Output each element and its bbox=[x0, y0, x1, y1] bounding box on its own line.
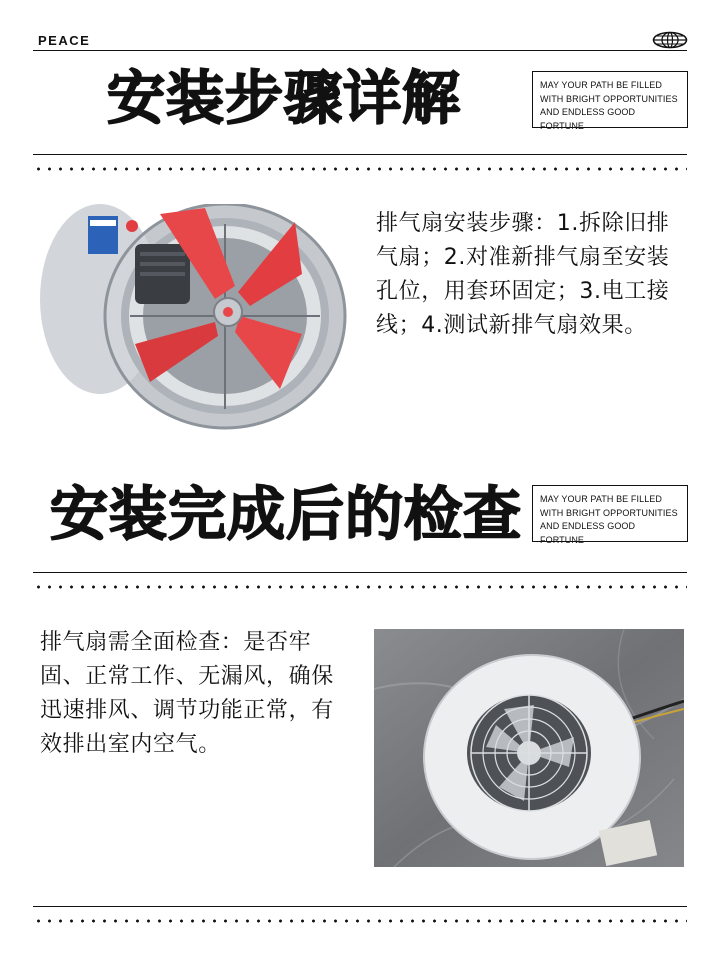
round-exhaust-fan-photo bbox=[374, 629, 684, 867]
globe-icon bbox=[652, 31, 688, 49]
section2-description: 排气扇需全面检查：是否牢固、正常工作、无漏风，确保迅速排风、调节功能正常，有效排出室内空气。 bbox=[40, 630, 334, 757]
section2-dotted-divider bbox=[33, 584, 687, 590]
section1-tagline-box: MAY YOUR PATH BE FILLED WITH BRIGHT OPPORTUNITIES AND ENDLESS GOOD FORTUNE bbox=[532, 71, 688, 128]
section2-rule bbox=[33, 572, 687, 573]
section2-title: 安装完成后的检查 bbox=[50, 480, 523, 548]
header-rule bbox=[33, 50, 687, 51]
brand-name: PEACE bbox=[38, 33, 91, 48]
section1-description: 排气扇安装步骤：1.拆除旧排气扇；2.对准新排气扇至安装孔位，用套环固定；3.电工接线；4.测试新排气扇效果。 bbox=[376, 211, 670, 338]
red-blade-duct-fan-photo bbox=[40, 204, 350, 434]
section1-rule bbox=[33, 154, 687, 155]
footer-rule bbox=[33, 906, 687, 907]
section1-title: 安装步骤详解 bbox=[107, 64, 462, 132]
section1-dotted-divider bbox=[33, 166, 687, 172]
footer-dotted-divider bbox=[33, 918, 687, 924]
section2-tagline-box: MAY YOUR PATH BE FILLED WITH BRIGHT OPPORTUNITIES AND ENDLESS GOOD FORTUNE bbox=[532, 485, 688, 542]
